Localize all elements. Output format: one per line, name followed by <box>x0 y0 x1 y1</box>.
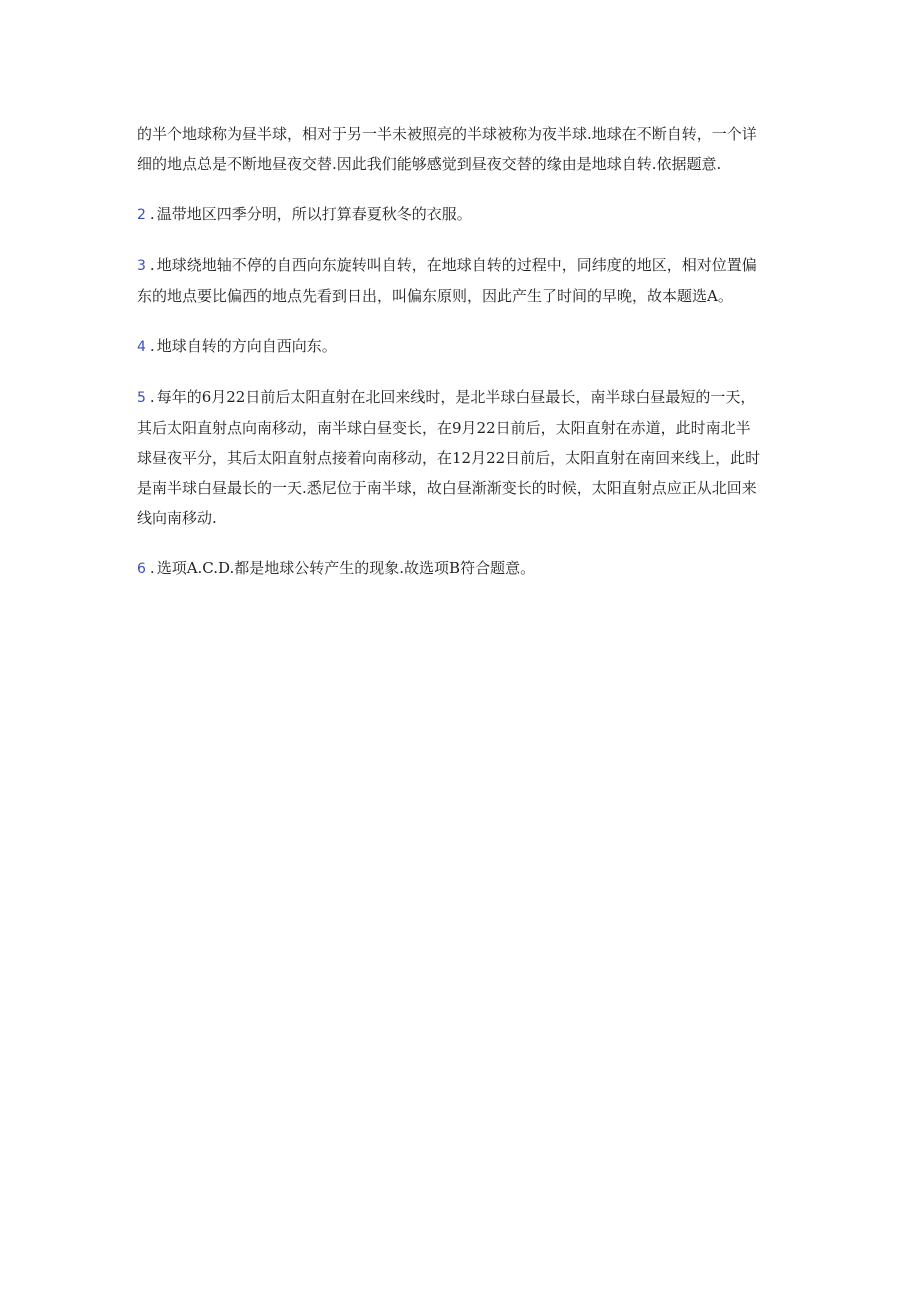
list-item-2 <box>137 199 787 230</box>
item-number: 4 <box>137 339 146 355</box>
list-item-6 <box>137 553 787 584</box>
item-text: 地球绕地轴不停的自西向东旋转叫自转，在地球自转的过程中，同纬度的地区，相对位置偏 <box>156 256 757 274</box>
item-number: 2 <box>137 207 146 223</box>
paragraph-line: 的半个地球称为昼半球，相对于另一半未被照亮的半球被称为夜半球.地球在不断自转，一个详 <box>137 125 757 143</box>
item-separator: . <box>149 337 155 355</box>
item-text: 东的地点要比偏西的地点先看到日出，叫偏东原则，因此产生了时间的早晚，故本题选A。 <box>137 287 733 305</box>
item-text: 每年的6月22日前后太阳直射在北回来线时，是北半球白昼最长，南半球白昼最短的一天， <box>156 388 756 406</box>
item-text: 线向南移动. <box>137 509 217 527</box>
item-text: 选项A.C.D.都是地球公转产生的现象.故选项B符合题意。 <box>156 559 536 577</box>
item-separator: . <box>149 388 155 406</box>
item-text: 其后太阳直射点向南移动，南半球白昼变长，在9月22日前后，太阳直射在赤道，此时南北半 <box>137 419 751 437</box>
paragraph-line: 细的地点总是不断地昼夜交替.因此我们能够感觉到昼夜交替的缘由是地球自转.依据题意. <box>137 155 722 173</box>
item-text: 是南半球白昼最长的一天.悉尼位于南半球，故白昼渐渐变长的时候，太阳直射点应正从北回来 <box>137 479 757 497</box>
list-item-5 <box>137 382 787 533</box>
item-text: 地球自转的方向自西向东。 <box>156 337 337 355</box>
item-number: 6 <box>137 561 146 577</box>
list-item-3 <box>137 250 787 311</box>
list-item-4 <box>137 331 787 362</box>
item-number: 3 <box>137 258 146 274</box>
item-separator: . <box>149 256 155 274</box>
continued-paragraph <box>137 119 787 179</box>
answer-explanations <box>137 119 787 604</box>
item-text: 温带地区四季分明，所以打算春夏秋冬的衣服。 <box>156 205 472 223</box>
item-number: 5 <box>137 390 146 406</box>
item-separator: . <box>149 559 155 577</box>
item-separator: . <box>149 205 155 223</box>
item-text: 球昼夜平分，其后太阳直射点接着向南移动，在12月22日前后，太阳直射在南回来线上，此时 <box>137 449 761 467</box>
